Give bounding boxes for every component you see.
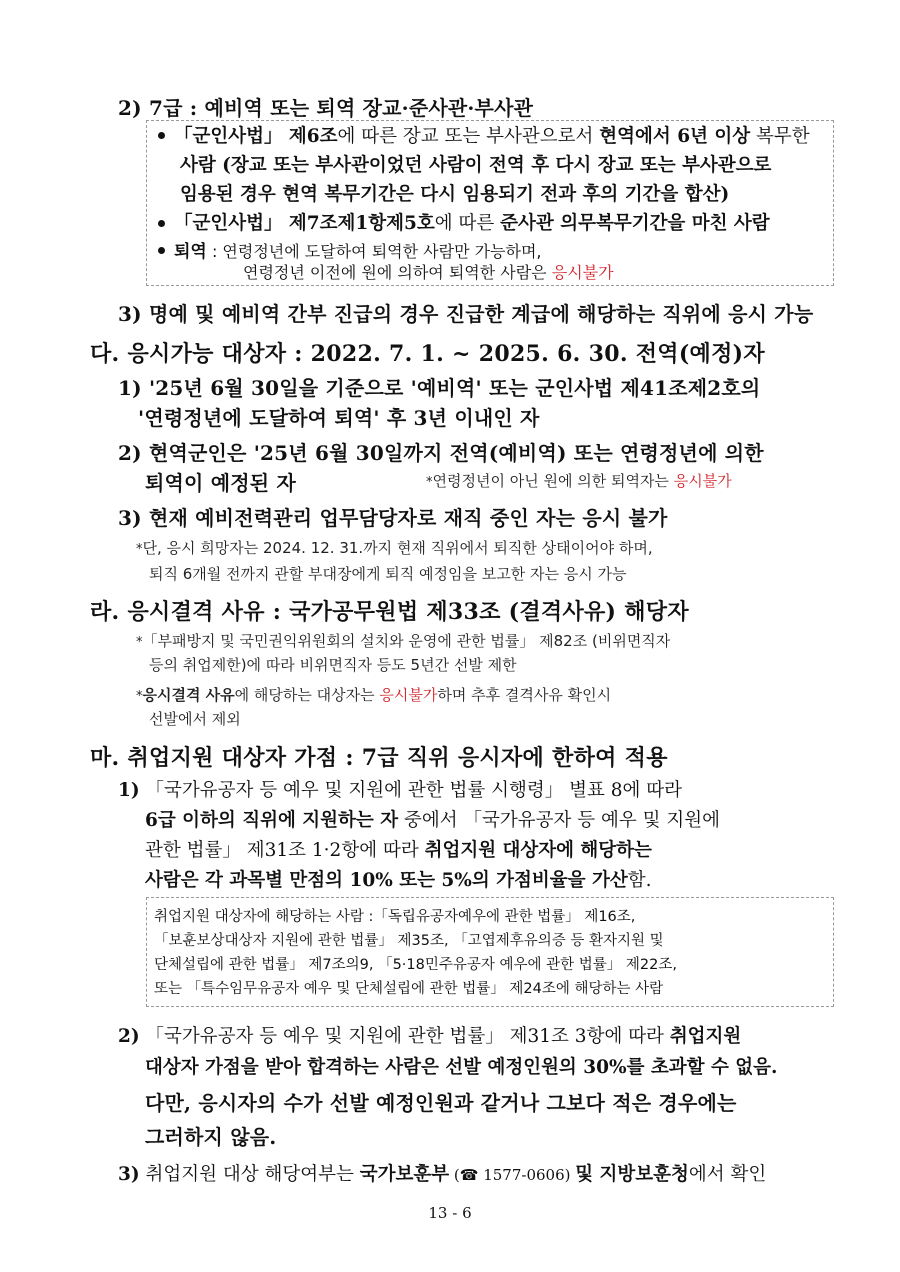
- section-da-title: 다. 응시가능 대상자 : 2022. 7. 1. ~ 2025. 6. 30. 전역(예정)자: [90, 341, 765, 367]
- bullet-1-line-2: 사람 (장교 또는 부사관이었던 사람이 전역 후 다시 장교 또는 부사관으로: [180, 155, 772, 176]
- box-line-3: 단체설립에 관한 법률」 제7조의9, 「5·18민주유공자 예우에 관한 법률」 제22조,: [154, 957, 677, 973]
- not-eligible-label: 응시불가: [673, 472, 732, 490]
- bullet-1-line-3: 임용된 경우 현역 복무기간은 다시 임용되기 전과 후의 기간을 합산): [180, 184, 730, 205]
- ra-note-1-line-1: *「부패방지 및 국민권익위원회의 설치와 운영에 관한 법률」 제82조 (비위면직자: [136, 632, 671, 650]
- asterisk-icon: *: [136, 635, 143, 650]
- section-ma-title: 마. 취업지원 대상자 가점 : 7급 직위 응시자에 한하여 적용: [90, 745, 668, 771]
- ra-note-2-line-1: *응시결격 사유에 해당하는 대상자는 응시불가하며 추후 결격사유 확인시: [136, 686, 612, 704]
- ma-item-1-line-1: 1) 「국가유공자 등 예우 및 지원에 관한 법률 시행령」 별표 8에 따라: [118, 780, 683, 801]
- section-ra-title: 라. 응시결격 사유 : 국가공무원법 제33조 (결격사유) 해당자: [90, 599, 689, 625]
- ma-item-2-line-4: 그러하지 않음.: [145, 1125, 277, 1149]
- section-3: 3) 명예 및 예비역 간부 진급의 경우 진급한 계급에 해당하는 직위에 응시 가능: [118, 302, 814, 326]
- box-line-1: 취업지원 대상자에 해당하는 사람 :「독립유공자예우에 관한 법률」 제16조,: [154, 909, 636, 925]
- da-item-2-note: *연령정년이 아닌 원에 의한 퇴역자는 응시불가: [426, 472, 732, 490]
- bullet-icon: [158, 132, 165, 139]
- da-item-1-line-2: '연령정년에 도달하여 퇴역' 후 3년 이내인 자: [138, 406, 540, 430]
- not-eligible-label: 응시불가: [379, 686, 438, 704]
- ma-item-1-line-4: 사람은 각 과목별 만점의 10% 또는 5%의 가점비율을 가산함.: [145, 870, 652, 891]
- da-item-3-line-1: 3) 현재 예비전력관리 업무담당자로 재직 중인 자는 응시 불가: [118, 506, 668, 530]
- section-2-number: 2): [118, 96, 142, 120]
- ma-item-2-line-3: 다만, 응시자의 수가 선발 예정인원과 같거나 그보다 적은 경우에는: [145, 1091, 737, 1115]
- ma-item-3: 3) 취업지원 대상 해당여부는 국가보훈부 (☎ 1577-0606) 및 지방보훈청에서 확인: [118, 1164, 767, 1185]
- da-item-1-line-1: 1) '25년 6월 30일을 기준으로 '예비역' 또는 군인사법 제41조제2호의: [118, 376, 761, 400]
- ra-note-2-line-2: 선발에서 제외: [149, 710, 241, 728]
- bullet-1-line-1: 「군인사법」 제6조에 따른 장교 또는 부사관으로서 현역에서 6년 이상 복무한: [174, 126, 810, 147]
- ma-item-1-line-3: 관한 법률」 제31조 1·2항에 따라 취업지원 대상자에 해당하는: [145, 840, 652, 861]
- ma-item-1-line-2: 6급 이하의 직위에 지원하는 자 중에서 「국가유공자 등 예우 및 지원에: [145, 810, 720, 831]
- section-2-heading: [118, 92, 533, 121]
- box-line-4: 또는 「특수임무유공자 예우 및 단체설립에 관한 법률」 제24조에 해당하는 사람: [154, 981, 664, 997]
- asterisk-icon: *: [136, 542, 143, 557]
- da-item-2-line-2: 퇴역이 예정된 자: [145, 471, 296, 495]
- da-item-3-note-1: *단, 응시 희망자는 2024. 12. 31.까지 현재 직위에서 퇴직한 상태이어야 하며,: [136, 539, 653, 557]
- bullet-3-line-2: 연령정년 이전에 원에 의하여 퇴역한 사람은 응시불가: [243, 263, 614, 282]
- ra-note-1-line-2: 등의 취업제한)에 따라 비위면직자 등도 5년간 선발 제한: [149, 656, 517, 674]
- bullet-icon: [158, 247, 165, 254]
- section-2-title: 7급 : 예비역 또는 퇴역 장교·준사관·부사관: [148, 96, 534, 120]
- asterisk-icon: *: [426, 475, 433, 490]
- ma-item-2-line-1: 2) 「국가유공자 등 예우 및 지원에 관한 법률」 제31조 3항에 따라 취업지원: [118, 1026, 742, 1047]
- bullet-3-line-1: 퇴역 : 연령정년에 도달하여 퇴역한 사람만 가능하며,: [174, 242, 542, 262]
- bullet-icon: [158, 220, 165, 227]
- box-line-2: 「보훈보상대상자 지원에 관한 법률」 제35조, 「고엽제후유의증 등 환자지원 및: [154, 933, 664, 949]
- not-eligible-label: 응시불가: [551, 263, 614, 282]
- ma-item-2-line-2: 대상자 가점을 받아 합격하는 사람은 선발 예정인원의 30%를 초과할 수 없음.: [145, 1057, 778, 1078]
- da-item-3-note-2: 퇴직 6개월 전까지 관할 부대장에게 퇴직 예정임을 보고한 자는 응시 가능: [149, 565, 627, 583]
- asterisk-icon: *: [136, 689, 143, 704]
- phone-icon: ☎: [459, 1166, 479, 1184]
- page-number: 13 - 6: [428, 1204, 472, 1222]
- da-item-2-line-1: 2) 현역군인은 '25년 6월 30일까지 전역(예비역) 또는 연령정년에 의한: [118, 441, 764, 465]
- bullet-2: 「군인사법」 제7조제1항제5호에 따른 준사관 의무복무기간을 마친 사람: [174, 213, 770, 234]
